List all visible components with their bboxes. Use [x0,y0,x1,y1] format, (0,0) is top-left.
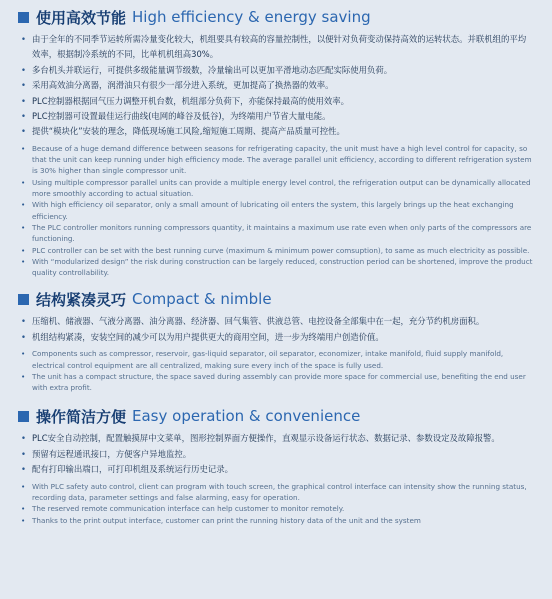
section-heading [18,405,534,427]
list-item: • 压缩机、储液器、气液分离器、油分离器、经济器、回气集管、供液总管、电控设备全部集中在一起，充分节约机房面积。 [20,314,534,329]
section-heading [18,288,534,310]
list-item: • 配有打印输出端口，可打印机组及系统运行历史记录。 [20,462,534,477]
list-item: • With high efficiency oil separator, only a small amount of lubricating oil enters the system, this largely brings up the heat exchanging efficiency. [20,199,534,222]
list-item: • Using multiple compressor parallel units can provide a multiple energy level control, the refrigeration output can be dynamically allocated more smoothly according to actual situation. [20,177,534,200]
list-item: • 采用高效油分离器，润滑油只有很少一部分进入系统，更加提高了换热器的效率。 [20,78,534,93]
list-item: • 机组结构紧凑，安装空间的减少可以为用户提供更大的商用空间，进一步为终端用户创造价值。 [20,330,534,345]
section-title-en: High efficiency & energy saving [132,8,371,26]
list-item: • 预留有远程通讯接口，方便客户异地监控。 [20,447,534,462]
list-item: • With PLC safety auto control, client can program with touch screen, the graphical control interface can intensity show the running status, recording data, parameter settings and false alarming, easy for operation. [20,481,534,504]
en-bullet-list [18,481,534,526]
section-title-cn: 操作简洁方便 [36,407,127,426]
square-bullet-icon [18,12,29,23]
list-item: • 多台机头并联运行，可提供多级能量调节级数，冷量输出可以更加平滑地动态匹配实际使用负荷。 [20,63,534,78]
list-item: • PLC安全自动控制，配置触摸屏中文菜单，图形控制界面方便操作，直观显示设备运行状态、数据记录、参数设定及故障报警。 [20,431,534,446]
list-item: • PLC控制器根据回气压力调整开机台数，机组部分负荷下，亦能保持最高的使用效率。 [20,94,534,109]
list-item: • 由于全年的不同季节运转所需冷量变化较大，机组要具有较高的容量控制性，以便针对负荷变动保持高效的运转状态。并联机组的平均效率，根据制冷系统的不同，比单机机组高30%。 [20,32,534,63]
list-item: • The unit has a compact structure, the space saved during assembly can provide more space for commercial use, benefiting the end user with extra profit. [20,371,534,394]
list-item: • Components such as compressor, reservoir, gas-liquid separator, oil separator, economizer, intake manifold, fluid supply manifold, electrical control equipment are all centralized, making sure every inch of the space is fully used. [20,348,534,371]
cn-bullet-list [18,431,534,477]
square-bullet-icon [18,411,29,422]
section-compact [18,288,534,393]
cn-bullet-list [18,314,534,345]
square-bullet-icon [18,294,29,305]
section-heading [18,6,534,28]
en-bullet-list [18,348,534,393]
section-title-cn: 使用高效节能 [36,8,127,27]
list-item: • PLC控制器可设置最佳运行曲线(电网的峰谷及低谷)，为终端用户节省大量电能。 [20,109,534,124]
list-item: • 提供“模块化”安装的理念，降低现场施工风险,缩短施工周期、提高产品质量可控性。 [20,124,534,139]
list-item: • With “modularized design” the risk during construction can be largely reduced, construction period can be shortened, improve the product quality controllability. [20,256,534,279]
list-item: • Because of a huge demand difference between seasons for refrigerating capacity, the unit must have a high level control for capacity, so that the unit can keep running under high efficiency mode. The average parallel unit efficiency, according to different refrigeration system is 30% higher than single compressor unit. [20,143,534,177]
en-bullet-list [18,143,534,279]
list-item: • The PLC controller monitors running compressors quantity, it maintains a maximum use rate even when only parts of the compressors are functioning. [20,222,534,245]
section-title-cn: 结构紧凑灵巧 [36,290,127,309]
list-item: • The reserved remote communication interface can help customer to monitor remotely. [20,503,534,514]
section-easy-operation [18,405,534,525]
section-high-efficiency [18,6,534,278]
list-item: • Thanks to the print output interface, customer can print the running history data of the unit and the system [20,515,534,526]
list-item: • PLC controller can be set with the best running curve (maximum & minimum power comsuption), to same as much electricity as possible. [20,245,534,256]
cn-bullet-list [18,32,534,140]
section-title-en: Easy operation & convenience [132,407,361,426]
section-title-en: Compact & nimble [132,290,272,309]
